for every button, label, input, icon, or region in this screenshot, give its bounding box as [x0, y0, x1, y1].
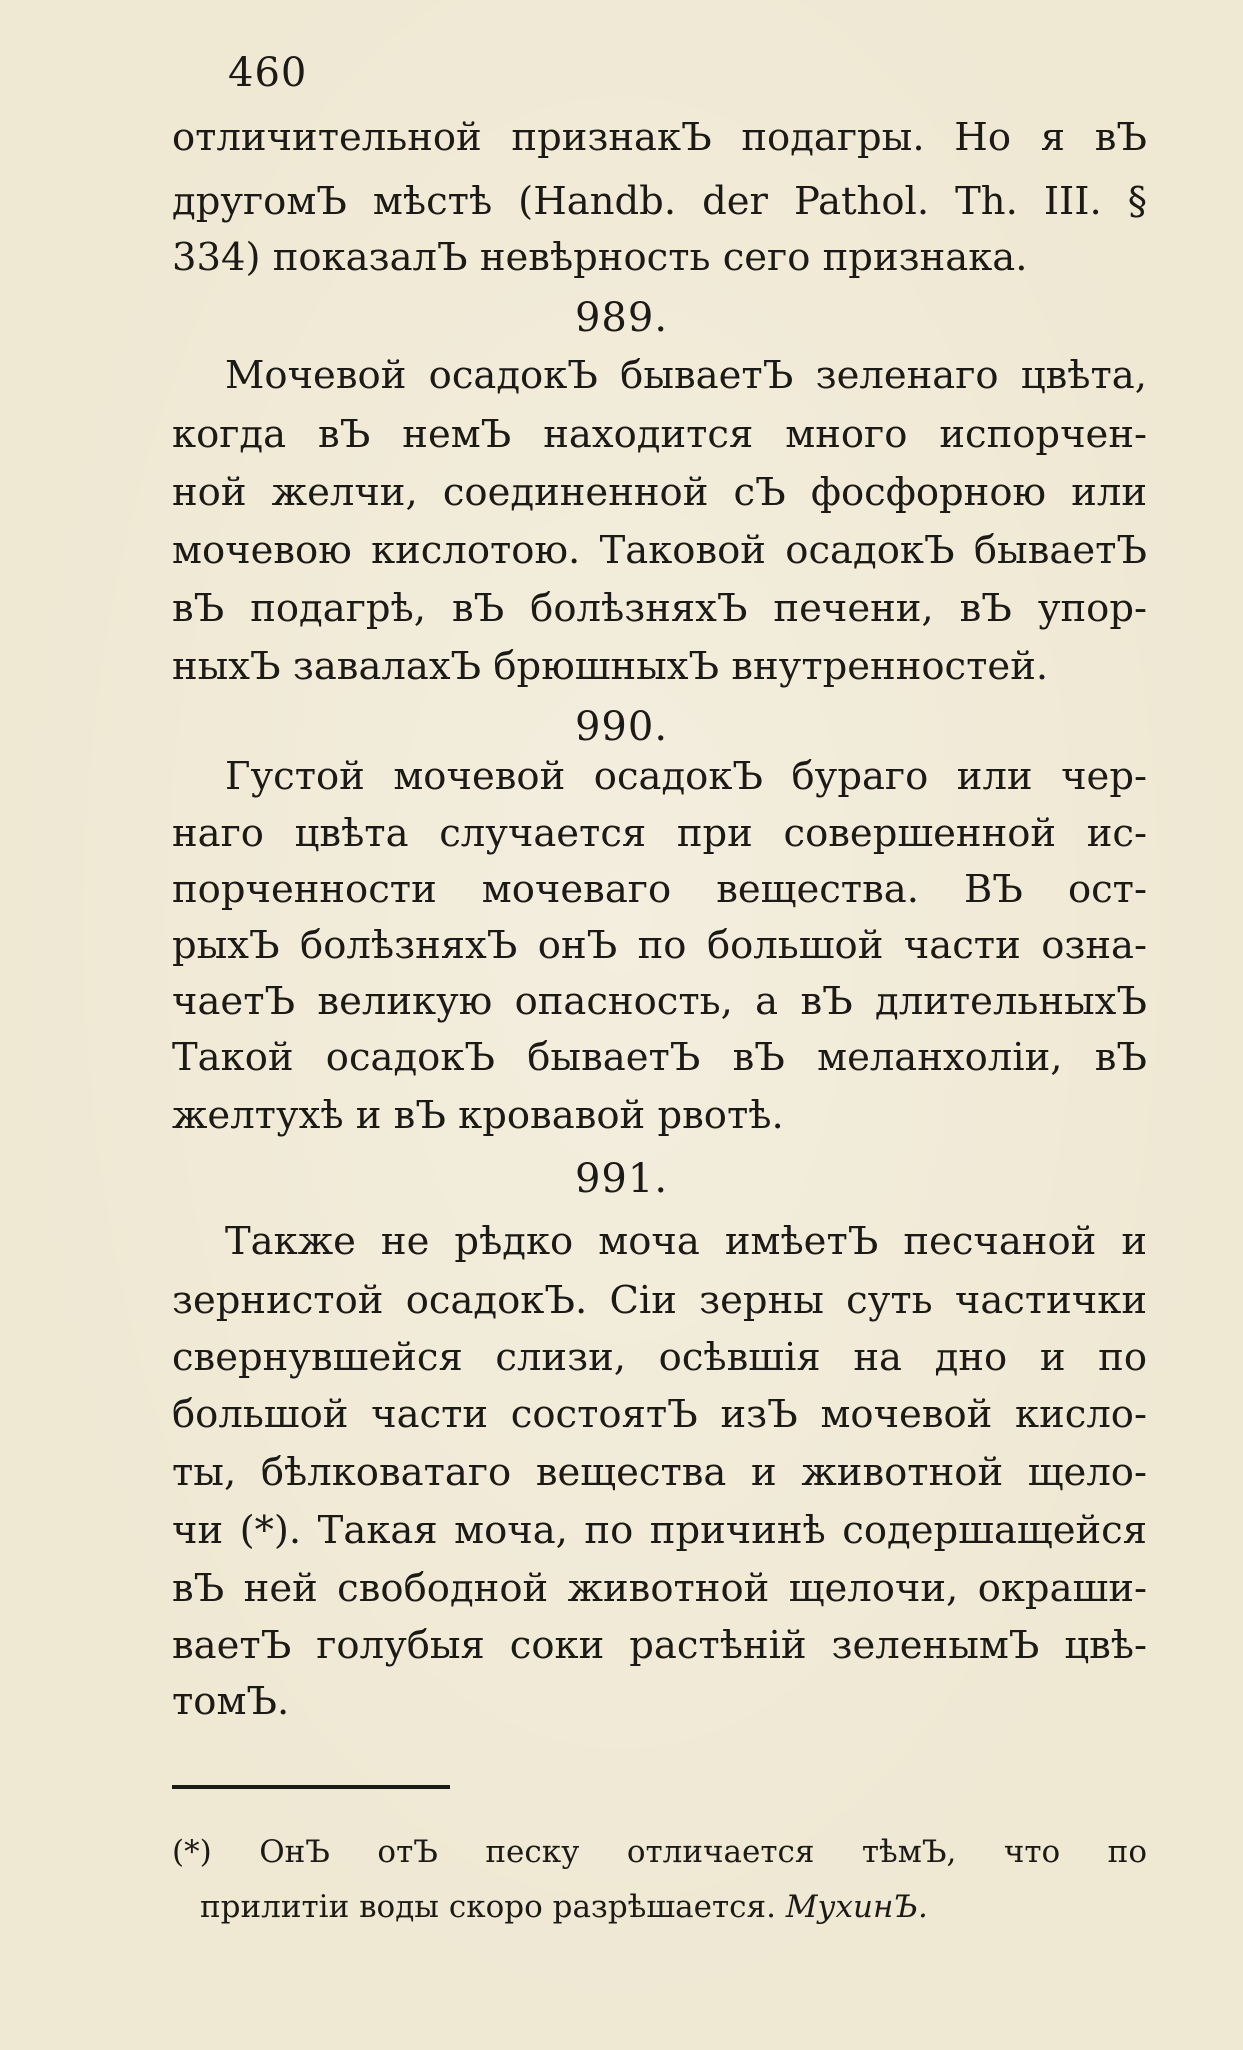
- paragraph-line: томЪ.: [172, 1679, 290, 1724]
- paragraph-line: Такой осадокЪ бываетЪ вЪ меланхоліи, вЪ: [172, 1035, 1147, 1080]
- paragraph-line: свернувшейся слизи, осѣвшія на дно и по: [172, 1335, 1147, 1380]
- footnote-divider: [172, 1785, 450, 1789]
- paragraph-line: рыхЪ болѣзняхЪ онЪ по большой части озна-: [172, 923, 1147, 968]
- footnote-text: прилитіи воды скоро разрѣшается.: [200, 1889, 776, 1925]
- paragraph-line: желтухѣ и вЪ кровавой рвотѣ.: [172, 1093, 784, 1138]
- paragraph-line: чи (*). Такая моча, по причинѣ содершащейся: [172, 1508, 1147, 1553]
- text-line: отличительной признакЪ подагры. Но я вЪ: [172, 115, 1147, 160]
- page-number: 460: [228, 50, 308, 96]
- section-number: 989.: [574, 295, 669, 341]
- text-line: 334) показалЪ невѣрность сего признака.: [172, 235, 1028, 280]
- paragraph-line: ты, бѣлковатаго вещества и животной щело-: [172, 1450, 1147, 1495]
- paragraph-line: когда вЪ немЪ находится много испорчен-: [172, 412, 1147, 457]
- footnote-author: МухинЪ.: [785, 1889, 928, 1925]
- section-number: 991.: [574, 1156, 669, 1202]
- footnote-line: (*) ОнЪ отЪ песку отличается тѣмЪ, что по: [172, 1834, 1147, 1870]
- paragraph-line: Мочевой осадокЪ бываетЪ зеленаго цвѣта,: [225, 353, 1147, 398]
- paragraph-line: порченности мочеваго вещества. ВЪ ост-: [172, 867, 1147, 912]
- paragraph-line: Также не рѣдко моча имѣетЪ песчаной и: [225, 1219, 1147, 1264]
- paragraph-line: мочевою кислотою. Таковой осадокЪ бываетЪ: [172, 528, 1147, 573]
- paragraph-line: ваетЪ голубыя соки растѣній зеленымЪ цвѣ-: [172, 1623, 1147, 1668]
- paragraph-line: большой части состоятЪ изЪ мочевой кисло-: [172, 1392, 1147, 1437]
- section-number: 990.: [574, 704, 669, 750]
- paragraph-line: ныхЪ завалахЪ брюшныхЪ внутренностей.: [172, 644, 1049, 689]
- footnote-line: [200, 1889, 1100, 1925]
- text-line: другомЪ мѣстѣ (Handb. der Pathol. Th. III. §: [172, 179, 1147, 224]
- paragraph-line: чаетЪ великую опасность, а вЪ длительныхЪ: [172, 979, 1147, 1024]
- paragraph-line: наго цвѣта случается при совершенной ис-: [172, 811, 1147, 856]
- paragraph-line: ной желчи, соединенной сЪ фосфорною или: [172, 470, 1147, 515]
- paragraph-line: зернистой осадокЪ. Сіи зерны суть частички: [172, 1278, 1147, 1323]
- paragraph-line: вЪ ней свободной животной щелочи, окраши-: [172, 1566, 1147, 1611]
- paragraph-line: вЪ подагрѣ, вЪ болѣзняхЪ печени, вЪ упор-: [172, 586, 1147, 631]
- paragraph-line: Густой мочевой осадокЪ бураго или чер-: [225, 754, 1147, 799]
